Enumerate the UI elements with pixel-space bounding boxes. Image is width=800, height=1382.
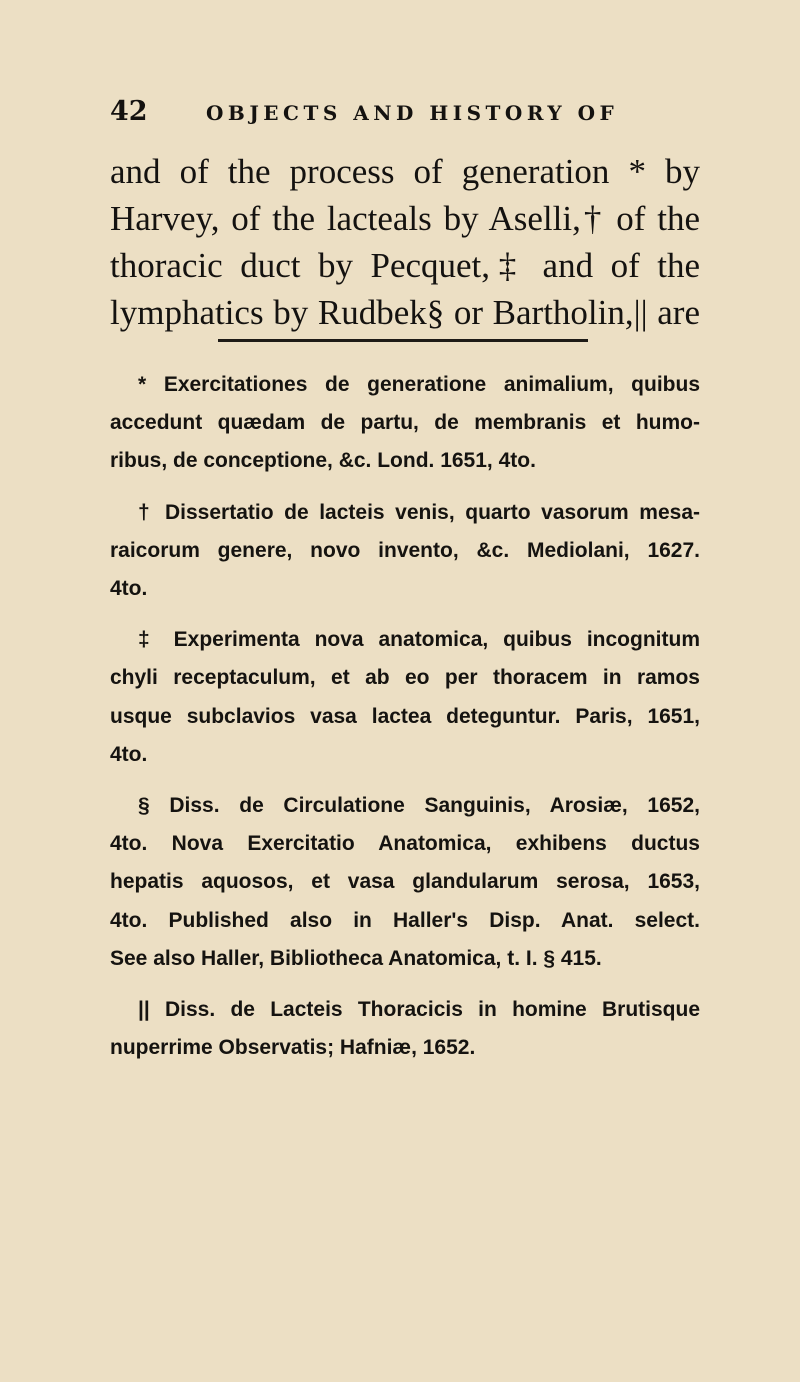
footnote-line: ‡ Experimenta nova anatomica, quibus incognitum xyxy=(138,628,700,652)
body-line: and of the process of generation * by xyxy=(110,152,700,191)
footnote-line: 4to. xyxy=(110,742,148,766)
body-line: lymphatics by Rudbek§ or Bartholin,|| are xyxy=(110,293,700,332)
body-paragraph xyxy=(110,148,700,336)
footnote-line: || Diss. de Lacteis Thoracicis in homine Brutisque xyxy=(138,998,700,1022)
footnote-line: ribus, de conceptione, &c. Lond. 1651, 4to. xyxy=(110,449,536,473)
footnote-line: accedunt quædam de partu, de membranis et humo- xyxy=(110,411,700,435)
footnote-4 xyxy=(110,787,700,978)
footnotes xyxy=(110,366,700,1080)
footnote-line: * Exercitationes de generatione animalium, quibus xyxy=(138,373,700,396)
footnote-line: raicorum genere, novo invento, &c. Mediolani, 1627. xyxy=(110,538,700,562)
footnote-line: usque subclavios vasa lactea deteguntur. Paris, 1651, xyxy=(110,704,700,728)
footnote-3 xyxy=(110,621,700,774)
page-number: 42 xyxy=(110,96,148,127)
footnote-line: 4to. xyxy=(110,577,148,601)
footnote-1 xyxy=(110,366,700,481)
footnote-line: 4to. Nova Exercitatio Anatomica, exhibens ductus xyxy=(110,832,700,856)
footnote-line: hepatis aquosos, et vasa glandularum serosa, 1653, xyxy=(110,870,700,894)
footnote-line: 4to. Published also in Haller's Disp. Anat. select. xyxy=(110,908,700,932)
body-line: thoracic duct by Pecquet,‡ and of the xyxy=(110,246,700,285)
running-head xyxy=(110,96,710,136)
footnote-line: chyli receptaculum, et ab eo per thoracem in ramos xyxy=(110,666,700,690)
footnote-line: nuperrime Observatis; Hafniæ, 1652. xyxy=(110,1036,476,1060)
footnote-line: † Dissertatio de lacteis venis, quarto vasorum mesa- xyxy=(138,500,700,524)
footnote-line: See also Haller, Bibliotheca Anatomica, t. I. § 415. xyxy=(110,946,602,970)
footnote-line: § Diss. de Circulatione Sanguinis, Arosiæ, 1652, xyxy=(138,794,700,818)
running-title: OBJECTS AND HISTORY OF xyxy=(206,101,619,125)
footnote-5 xyxy=(110,991,700,1067)
body-line: Harvey, of the lacteals by Aselli,† of the xyxy=(110,199,700,238)
footnote-separator-rule xyxy=(218,339,588,342)
footnote-2 xyxy=(110,494,700,609)
